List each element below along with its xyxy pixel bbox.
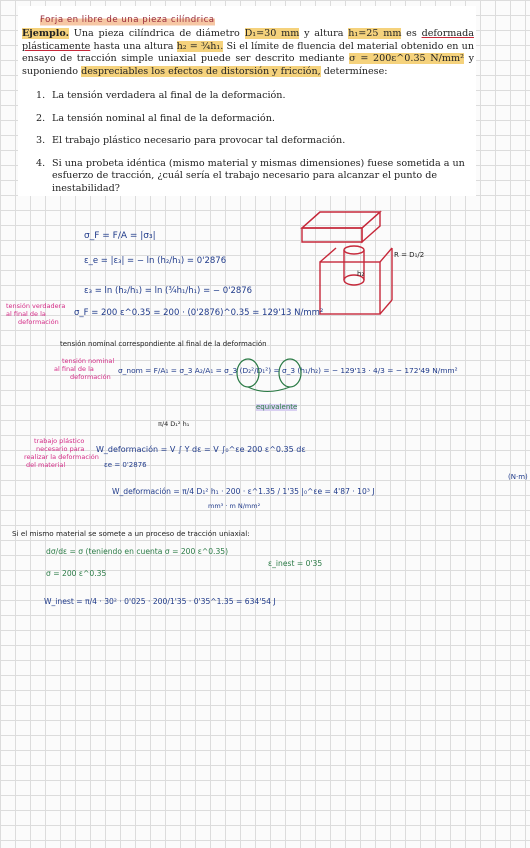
equivalent-label: equivalente [256, 403, 298, 411]
note-line-3: ε₃ = ln (h₂/h₁) = ln (¾h₁/h₁) = − 0'2876 [84, 286, 253, 296]
note-line-11: σ = 200 ε^0.35 [46, 569, 107, 578]
item-text: El trabajo plástico necesario para provocar tal deformación. [52, 135, 346, 147]
note-line-7b: εe = 0'2876 [104, 461, 147, 469]
problem-text-5: Si el límite de fluencia del material obtenido en un ensayo de tracción simple uniaxial puede ser descrito mediante [22, 40, 474, 65]
annot-nominal-2: al final de la [54, 365, 94, 373]
annot-true-stress-1: tensión verdadera [6, 302, 66, 310]
list-item [36, 135, 468, 148]
cylinder-figure [292, 200, 402, 325]
item-text: Si una probeta idéntica (mismo material y mismas dimensiones) fuese sometida a un esfuerzo de tracción, ¿cuál sería el trabajo necesario para alcanzar el punto de inestabilidad? [52, 157, 465, 194]
annot-nominal-1: tensión nominal [62, 357, 115, 365]
note-line-2: ε_e = |ε₃| = − ln (h₂/h₁) = 0'2876 [84, 256, 227, 266]
list-item [36, 112, 468, 126]
example-label: Ejemplo. [22, 28, 69, 39]
note-line-1: σ_F = F/A = |σ₃| [84, 231, 156, 241]
problem-statement [22, 28, 474, 78]
list-item [36, 90, 468, 103]
problem-text-3: es [401, 28, 422, 39]
item-number: 1. [36, 90, 46, 101]
problem-text-1: Una pieza cilíndrica de diámetro [73, 28, 245, 39]
item-number: 3. [36, 135, 46, 147]
annot-true-stress-2: al final de la [6, 310, 46, 318]
negligible-effects: despreciables los efectos de distorsión y fricción, [81, 65, 321, 77]
volume-label: π/4 D₁² h₁ [158, 420, 190, 428]
item-text: La tensión nominal al final de la deformación. [52, 112, 275, 124]
annot-nominal-3: deformación [70, 373, 111, 381]
equivalence-circles [236, 356, 304, 396]
note-line-8-units: mm³ · m N/mm² [208, 502, 261, 510]
note-line-5: tensión nominal correspondiente al final de la deformación [60, 340, 267, 348]
note-line-4: σ_F = 200 ε^0.35 = 200 · (0'2876)^0.35 = 129'13 N/mm² [74, 308, 324, 318]
problem-text-2: y altura [304, 28, 349, 39]
question-list [36, 90, 468, 206]
problem-card [18, 6, 476, 196]
annot-true-stress-3: deformación [18, 318, 59, 326]
problem-text-7: determínese: [320, 65, 388, 77]
units-nm: (N·m) [508, 473, 528, 481]
diameter-value: D₁=30 mm [244, 28, 300, 39]
problem-text-4: hasta una altura [90, 40, 177, 52]
annot-work-1: trabajo plástico [34, 437, 85, 445]
note-line-8: W_deformación = π/4 D₁² h₁ · 200 · ε^1.35 / 1'35 |₀^εe = 4'87 · 10³ J [112, 487, 375, 496]
figure-radius-label: R = D₁/2 [394, 251, 425, 259]
annot-work-3: realizar la deformación [24, 453, 99, 461]
item-text: La tensión verdadera al final de la deformación. [52, 90, 286, 101]
note-line-13: W_inest = π/4 · 30² · 0'025 · 200/1'35 · 0'35^1.35 = 634'54 J [44, 597, 276, 606]
deformada-text: deformada plásticamente [22, 28, 474, 52]
final-height-value: h₂ = ¾h₁. [176, 40, 224, 52]
height-value: h₁=25 mm [348, 28, 402, 39]
annot-work-4: del material [26, 461, 66, 469]
note-line-10: dσ/dε = σ (teniendo en cuenta σ = 200 ε^0.35) [46, 547, 229, 556]
figure-h2-label: h₂ [357, 270, 365, 278]
note-line-12: ε_inest = 0'35 [268, 559, 323, 568]
note-line-6: σ_nom = F/A₁ = σ_3 A₂/A₁ = σ_3 (D₂²/D₁²) = σ_3 (h₁/h₂) = − 129'13 · 4/3 = − 172'49 N/mm² [118, 366, 458, 375]
note-line-7: W_deformación = V ∫ Y dε = V ∫₀^εe 200 ε^0.35 dε [96, 445, 306, 454]
annot-work-2: necesario para [36, 445, 85, 453]
item-number: 4. [36, 157, 46, 169]
list-item [36, 157, 468, 196]
item-number: 2. [36, 112, 46, 124]
problem-text-6: y suponiendo [22, 53, 474, 77]
note-line-9: Si el mismo material se somete a un proceso de tracción uniaxial: [12, 529, 250, 538]
topic-tag: Forja en libre de una pieza cilíndrica [40, 15, 215, 25]
flow-law: σ = 200ε^0.35 N/mm² [349, 53, 464, 65]
